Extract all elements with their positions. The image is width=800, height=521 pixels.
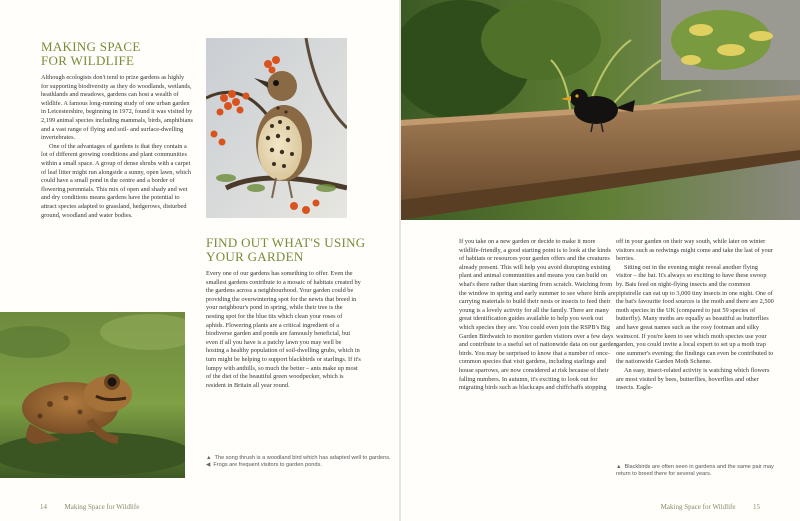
- page-heading: MAKING SPACE FOR WILDLIFE: [41, 39, 141, 68]
- right-paragraph-1: If you take on a new garden or decide to make it more wildlife-friendly, a good starting point is to look at the kinds of habitats or resources your garden offers and the creatures already present. This will help you avoid disrupting existing plant and animal communities and means you can build on what's there rather than starting from scratch. Watching from the window in spring and early summer to see where birds are carrying materials to build their nests or insects to feed their young is a lovely activity for all the family. There are many great identification guides available to help you work out which species they are. You could even join the RSPB's Big Garden Birdwatch to monitor garden visitors over a few days and contribute to a useful set of nationwide data on our garden birds. You may be surprised to know that a number of once-common species that visit gardens, including starlings and house sparrows, are now considered at risk because of their falling numbers. In autumn, it's exciting to look out for migrating birds such as blackcaps and chiffchaffs stopping: [459, 238, 617, 392]
- right-column-2: [616, 238, 774, 393]
- caption-thrush: ▲ The song thrush is a woodland bird which has adapted well to gardens.: [206, 455, 391, 461]
- left-folio: [40, 503, 139, 511]
- section-text: [206, 270, 361, 390]
- song-thrush-photo: [206, 38, 347, 218]
- caption-blackbird: ▲ Blackbirds are often seen in gardens and the same pair may return to breed there for several years.: [616, 464, 774, 478]
- page-number-right: 15: [753, 503, 760, 511]
- right-page: [401, 0, 800, 521]
- caption-frog: ◀ Frogs are frequent visitors to garden ponds.: [206, 462, 322, 469]
- running-title-right: Making Space for Wildlife: [660, 503, 736, 511]
- intro-paragraph-1: Although ecologists don't tend to prize gardens as highly for supporting biodiversity as they do woodlands, wetlands, heathlands and meadows, gardens can host a wealth of wildlife. A famous long-running study of one urban garden in Leicestershire, beginning in 1972, found it was visited by 2,199 animal species including mammals, birds, amphibians and a vast range of flying and soil- and surface-dwelling invertebrates.: [41, 74, 193, 142]
- right-paragraph-2: off in your garden on their way south, while later on winter visitors such as redwings might come and take the last of your berries.: [616, 238, 773, 263]
- left-page: [0, 0, 399, 521]
- right-folio: [661, 503, 760, 511]
- frog-photo: [0, 312, 185, 478]
- left-captions: [206, 455, 391, 470]
- running-title-left: Making Space for Wildlife: [64, 503, 140, 511]
- right-column-1: [459, 238, 617, 393]
- section-paragraph: Every one of our gardens has something to offer. Even the smallest gardens contribute to a mosaic of habitats created by the gardens across a neighbourhood. Your garden could be providing the overwintering spot for the newts that breed in your neighbour's pond in spring, while their tree is the nesting spot for the blue tits which clean your roses of aphids. Flowering plants are a critical ingredient of a biodiverse garden and ponds are famously beneficial, but even if all you have is a patchy lawn you may well be hosting a healthy population of soil-dwelling grubs, which in turn might be helping to support blackbirds or starlings. If it's lumpy with anthills, so much the better – ants make up most of the diet of the beautiful green woodpecker, which is resident in Britain all year round.: [206, 270, 361, 389]
- blackbird-photo: [401, 0, 800, 220]
- right-caption: [616, 464, 781, 479]
- intro-text: [41, 74, 193, 220]
- page-number-left: 14: [40, 503, 47, 511]
- section-heading: FIND OUT WHAT'S USING YOUR GARDEN: [206, 235, 366, 264]
- right-paragraph-4: An easy, insect-related activity is watching which flowers are most visited by bees, butterflies, hoverflies and other insects. Eagle-: [616, 366, 770, 392]
- intro-paragraph-2: One of the advantages of gardens is that they contain a lot of different growing conditions and plant communities within a small space. A group of dense shrubs with a carpet of leaf litter might run alongside a sunny, open lawn, which could have a small pond in the centre and a border of flowering perennials. This mix of open and shady and wet and dry conditions means gardens have the potential to attract species adapted to grassland, hedgerows, disturbed ground, woodland and water bodies.: [41, 142, 191, 219]
- right-paragraph-3: Sitting out in the evening might reveal another flying visitor – the bat. It's always so exciting to have these swoop by. Bats feed on night-flying insects and the common pipistrelle can eat up to 3,000 tiny insects in one night. One of the bat's favourite food sources is the moth and there are 2,500 moth species in the UK (compared to just 59 species of butterfly). Many moths are equally as beautiful as butterflies and have great names such as the rosy footman and silky wainscot. If you're keen to see which moth species use your garden, you could invite a local expert to set up a moth trap one summer's evening; the findings can even be contributed to the nationwide Garden Moth Scheme.: [616, 263, 774, 366]
